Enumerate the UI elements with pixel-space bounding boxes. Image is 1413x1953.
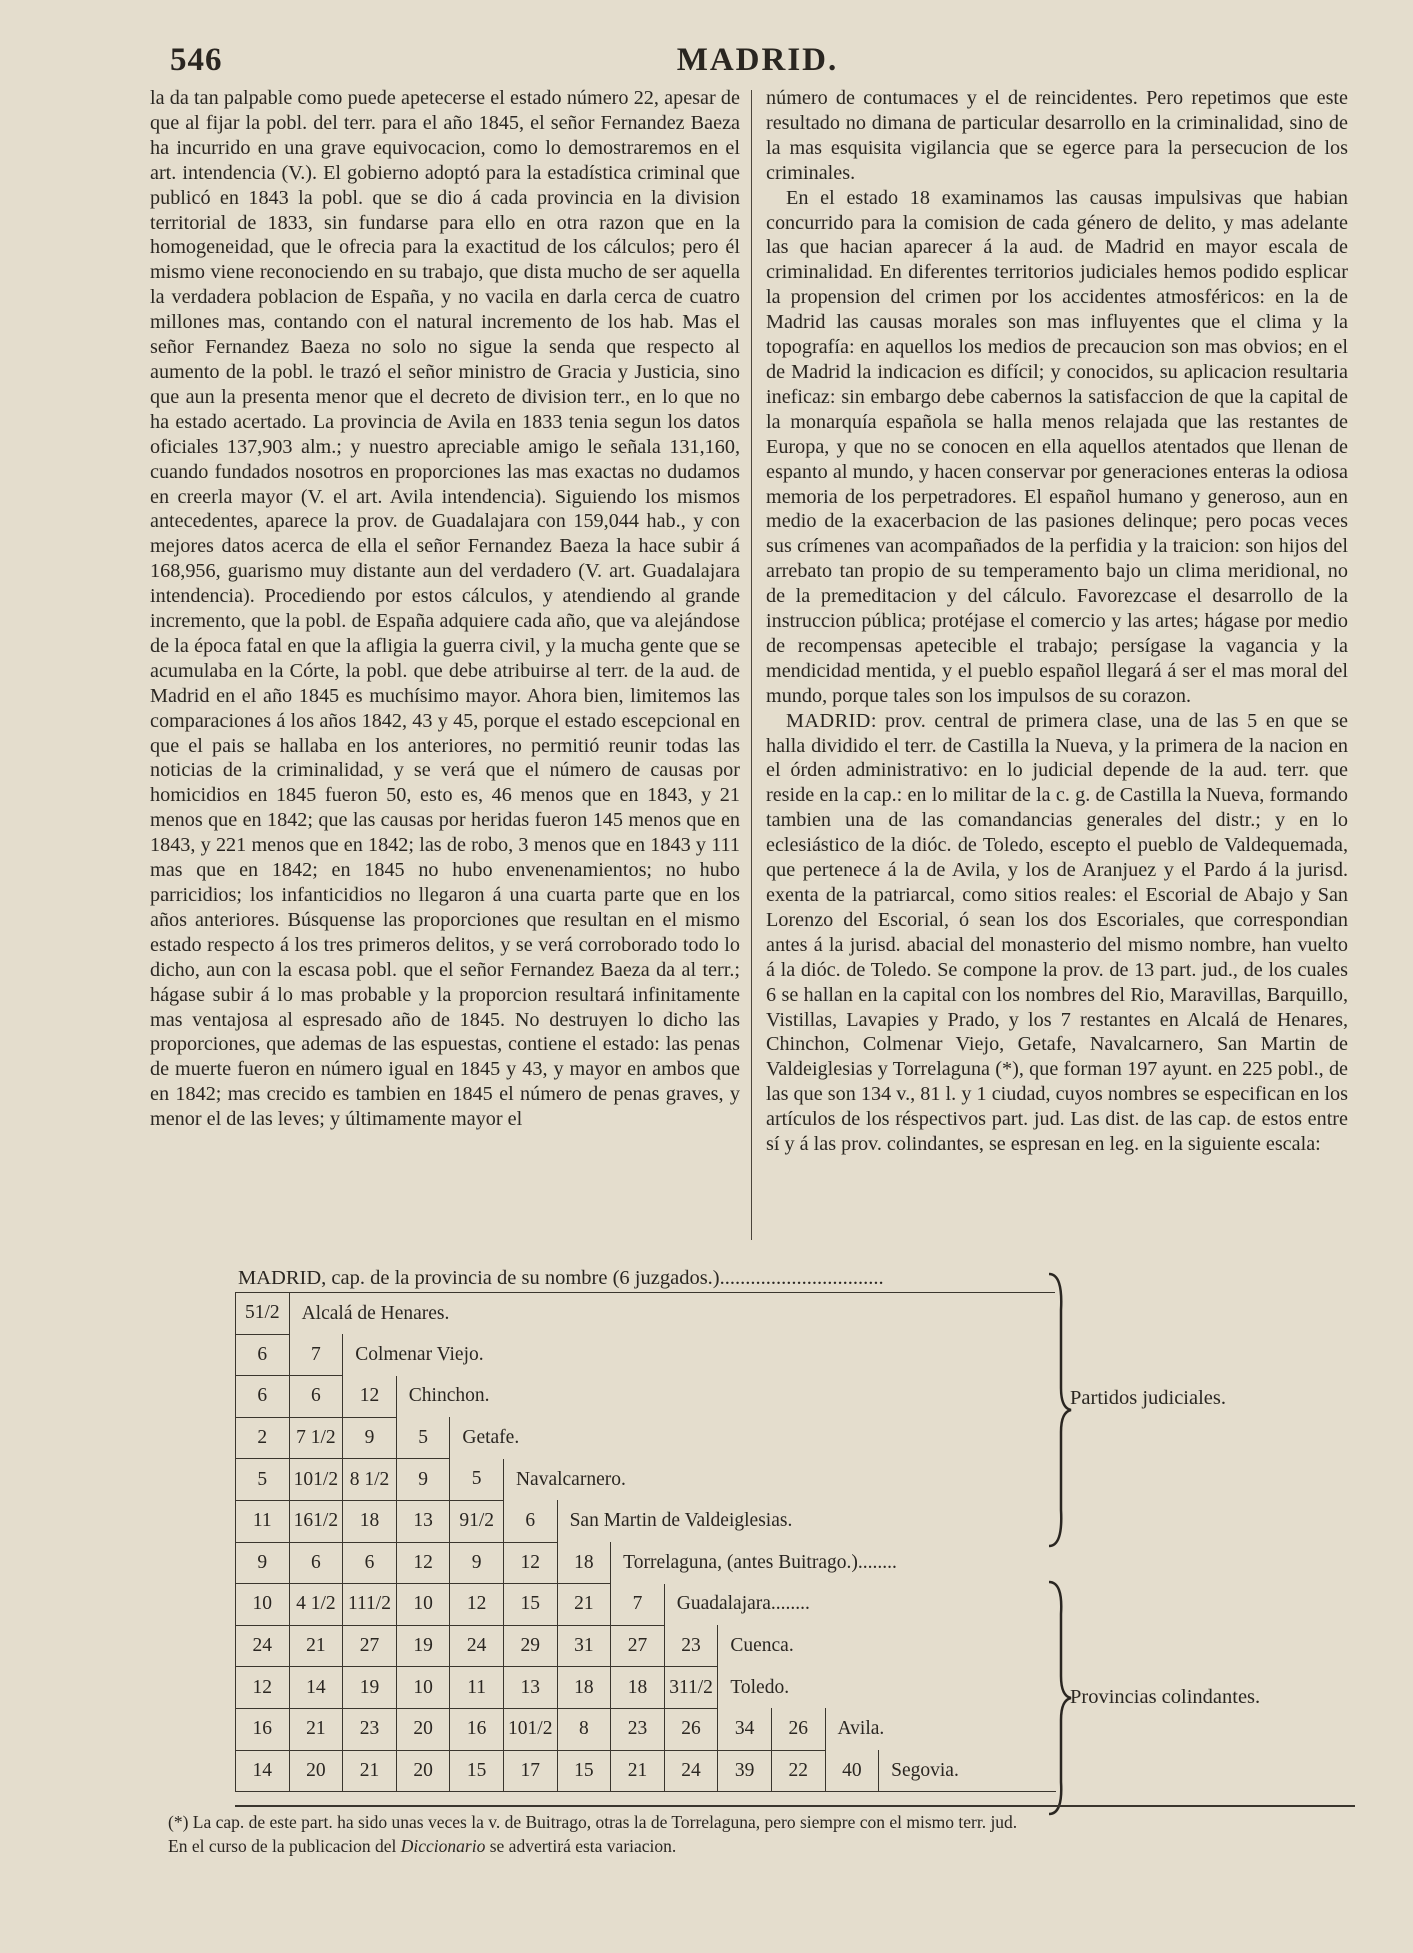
left-column xyxy=(150,86,740,1132)
table-row xyxy=(236,1459,1056,1501)
table-row xyxy=(236,1625,1056,1667)
table-row xyxy=(236,1376,1056,1418)
distance-cell: 24 xyxy=(664,1750,718,1792)
judicial-label: Partidos judiciales. xyxy=(1070,1387,1227,1409)
bottom-rule xyxy=(235,1805,1355,1807)
distance-cell: 18 xyxy=(557,1667,611,1709)
distance-cell: 20 xyxy=(289,1750,343,1792)
distance-cell: 111/2 xyxy=(343,1584,397,1626)
distance-cell: 19 xyxy=(396,1625,450,1667)
distance-cell: 6 xyxy=(503,1500,557,1542)
distance-cell: 11 xyxy=(236,1500,290,1542)
distance-cell: 23 xyxy=(611,1708,665,1750)
table-row xyxy=(236,1750,1056,1792)
footnote xyxy=(168,1810,1348,1858)
distance-cell: 13 xyxy=(503,1667,557,1709)
madrid-description: : prov. central de primera clase, una de las 5 en que se halla dividido el terr. de Castilla la Nueva, y la primera de la nacion en el órden administrativo: en lo judicial depende de la aud. terr. que reside en la cap.: en lo militar de la c. g. de Castilla la Nueva, formando tambien una de las comandancias generales del distr.; y en lo eclesiástico de la dióc. de Toledo, escepto el pueblo de Valdequemada, que pertenece á la de Avila, y los de Aranjuez y el Pardo á la jurisd. exenta de la patriarcal, como sitios reales: el Escorial de Abajo y San Lorenzo del Escorial, ó sean los dos Escoriales, que correspondian antes á la jurisd. abacial del monasterio del mismo nombre, han vuelto á la dióc. de Toledo. Se compone la prov. de 13 part. jud., de los cuales 6 se hallan en la capital con los nombres del Rio, Maravillas, Barquillo, Vistillas, Lavapies y Prado, y los 7 restantes en Alcalá de Henares, Chinchon, Colmenar Viejo, Getafe, Navalcarnero, San Martin de Valdeiglesias y Torrelaguna (*), que forman 197 ayunt. en 225 pobl., de las que son 134 v., 81 l. y 1 ciudad, cuyos nombres se especifican en los artículos de los réspectivos part. jud. Las dist. de las cap. de estos entre sí y á las prov. colindantes, se espresan en leg. en la siguiente escala: xyxy=(766,709,1348,1156)
distance-cell: 7 xyxy=(611,1584,665,1626)
table-row xyxy=(236,1667,1056,1709)
table-row xyxy=(236,1417,1056,1459)
place-name: Toledo. xyxy=(718,1667,1056,1709)
distance-cell: 8 xyxy=(557,1708,611,1750)
distance-cell: 26 xyxy=(664,1708,718,1750)
distance-cell: 7 1/2 xyxy=(289,1417,343,1459)
distance-cell: 18 xyxy=(343,1500,397,1542)
distance-cell: 12 xyxy=(396,1542,450,1584)
distance-cell: 161/2 xyxy=(289,1500,343,1542)
distance-cell: 23 xyxy=(343,1708,397,1750)
footnote-line-1: (*) La cap. de este part. ha sido unas veces la v. de Buitrago, otras la de Torrelaguna, pero siempre con el mismo terr. jud. xyxy=(168,1812,1018,1832)
right-paragraph-2: En el estado 18 examinamos las causas impulsivas que habian concurrido para la comision de cada género de delito, y mas adelante las que hacian aparecer á la aud. de Madrid en mayor escala de criminalidad. En diferentes territorios judiciales hemos podido esplicar la propension del crimen por los accidentes atmosféricos: en la de Madrid las causas morales son mas influyentes que el clima y la topografía: en aquellos los medios de precaucion son mas obvios; en el de Madrid la indicacion es difícil; y conocidos, su aplicacion resultaria ineficaz: sin embargo debe cabernos la satisfaccion de que la capital de la monarquía española se halla menos relajada que las restantes de Europa, y que no se conocen en ella aquellos atentados que llenan de espanto al mundo, y hacen conservar por generaciones enteras la odiosa memoria de los perpetradores. El español humano y generoso, aun en medio de la exacerbacion de las pasiones delinque; pero pocas veces sus crímenes van acompañados de la perfidia y la traicion: son hijos del arrebato tan propio de su temperamento bajo un clima meridional, no de la premeditacion y del cálculo. Favorezcase el desarrollo de la instruccion pública; protéjase el comercio y las artes; hágase por medio de recompensas apetecible el trabajo; persígase la vagancia y la mendicidad mentida, y el pueblo español llegará á ser el mas moral del mundo, porque tales son los impulsos de su corazon. xyxy=(766,186,1348,707)
distance-cell: 15 xyxy=(503,1584,557,1626)
distance-table-caption: MADRID, cap. de la provincia de su nombre (6 juzgados.)................................ xyxy=(238,1267,884,1289)
table-row xyxy=(236,1584,1056,1626)
distance-cell: 12 xyxy=(450,1584,504,1626)
distance-cell: 16 xyxy=(236,1708,290,1750)
distance-cell: 101/2 xyxy=(503,1708,557,1750)
distance-cell: 9 xyxy=(450,1542,504,1584)
distance-table xyxy=(235,1293,1056,1792)
distance-cell: 16 xyxy=(450,1708,504,1750)
table-row xyxy=(236,1708,1056,1750)
distance-cell: 23 xyxy=(664,1625,718,1667)
distance-cell: 14 xyxy=(289,1667,343,1709)
table-row xyxy=(236,1334,1056,1376)
distance-cell: 18 xyxy=(557,1542,611,1584)
distance-cell: 6 xyxy=(236,1376,290,1418)
table-row xyxy=(236,1542,1056,1584)
place-name: Chinchon. xyxy=(396,1376,1055,1418)
distance-cell: 15 xyxy=(450,1750,504,1792)
distance-cell: 8 1/2 xyxy=(343,1459,397,1501)
distance-cell: 17 xyxy=(503,1750,557,1792)
distance-cell: 27 xyxy=(343,1625,397,1667)
distance-cell: 15 xyxy=(557,1750,611,1792)
distance-cell: 91/2 xyxy=(450,1500,504,1542)
distance-cell: 6 xyxy=(289,1376,343,1418)
distance-cell: 13 xyxy=(396,1500,450,1542)
judicial-brace xyxy=(1045,1270,1075,1550)
distance-cell: 51/2 xyxy=(236,1293,290,1334)
place-name: Colmenar Viejo. xyxy=(343,1334,1056,1376)
distance-cell: 10 xyxy=(236,1584,290,1626)
distance-cell: 5 xyxy=(450,1459,504,1501)
column-divider xyxy=(751,90,752,1240)
distance-cell: 311/2 xyxy=(664,1667,718,1709)
table-row xyxy=(236,1500,1056,1542)
place-name: Navalcarnero. xyxy=(503,1459,1055,1501)
distance-cell: 9 xyxy=(343,1417,397,1459)
place-name: Segovia. xyxy=(879,1750,1056,1792)
distance-cell: 31 xyxy=(557,1625,611,1667)
distance-cell: 2 xyxy=(236,1417,290,1459)
distance-cell: 6 xyxy=(343,1542,397,1584)
distance-cell: 21 xyxy=(289,1708,343,1750)
distance-cell: 18 xyxy=(611,1667,665,1709)
distance-cell: 11 xyxy=(450,1667,504,1709)
distance-cell: 5 xyxy=(396,1417,450,1459)
distance-cell: 9 xyxy=(396,1459,450,1501)
footnote-line-2 xyxy=(168,1834,1348,1858)
place-name: Getafe. xyxy=(450,1417,1056,1459)
distance-cell: 5 xyxy=(236,1459,290,1501)
place-name: San Martin de Valdeiglesias. xyxy=(557,1500,1056,1542)
provinces-label: Provincias colindantes. xyxy=(1070,1686,1261,1708)
page-header xyxy=(170,42,1345,90)
distance-cell: 20 xyxy=(396,1750,450,1792)
distance-cell: 27 xyxy=(611,1625,665,1667)
distance-cell: 24 xyxy=(450,1625,504,1667)
madrid-lead: MADRID xyxy=(786,709,871,732)
distance-cell: 12 xyxy=(503,1542,557,1584)
running-title: MADRID. xyxy=(676,42,839,78)
distance-cell: 10 xyxy=(396,1584,450,1626)
distance-cell: 6 xyxy=(236,1334,290,1376)
distance-cell: 101/2 xyxy=(289,1459,343,1501)
table-row xyxy=(236,1293,1056,1334)
distance-cell: 21 xyxy=(611,1750,665,1792)
right-paragraph-3 xyxy=(766,709,1348,1157)
place-name: Guadalajara........ xyxy=(664,1584,1055,1626)
distance-cell: 21 xyxy=(343,1750,397,1792)
distance-cell: 40 xyxy=(825,1750,879,1792)
distance-cell: 39 xyxy=(718,1750,772,1792)
footnote-italic-title: Diccionario xyxy=(400,1836,486,1856)
left-paragraph: la da tan palpable como puede apetecerse el estado número 22, apesar de que al fijar la pobl. del terr. para el año 1845, el señor Fernandez Baeza ha incurrido en una grave equivocacion, como lo demostraremos en el art. intendencia (V.). El gobierno adoptó para la estadística criminal que publicó en 1843 la pobl. que se dio á cada provincia en la division territorial de 1833, sin fundarse para ello en otra razon que en la homogeneidad, que le ofrecia para la exactitud de los cálculos; pero él mismo viene reconociendo en su trabajo, que dista mucho de ser aquella la verdadera poblacion de España, y no vacila en darla cerca de cuatro millones mas, contando con el natural incremento de los hab. Mas el señor Fernandez Baeza no solo no sigue la senda que respecto al aumento de la pobl. le trazó el señor ministro de Gracia y Justicia, sino que aun la presenta menor que el decreto de division terr., en lo que no ha estado acertado. La provincia de Avila en 1833 tenia segun los datos oficiales 137,903 alm.; y nuestro apreciable amigo le señala 131,160, cuando fundados nosotros en proporciones las mas exactas no dudamos en creerla mayor (V. el art. Avila intendencia). Siguiendo los mismos antecedentes, aparece la prov. de Guadalajara con 159,044 hab., y con mejores datos acerca de ella el señor Fernandez Baeza la hace subir á 168,956, guarismo muy distante aun del verdadero (V. art. Guadalajara intendencia). Procediendo por estos cálculos, y atendiendo al grande incremento, que la pobl. de España adquiere cada año, que va alejándose de la época fatal en que la afligia la guerra civil, y la mucha gente que se acumulaba en la Córte, la pobl. que debe atribuirse al terr. de la aud. de Madrid en el año 1845 es muchísimo mayor. Ahora bien, limitemos las comparaciones á los años 1842, 43 y 45, porque el estado escepcional en que el pais se hallaba en los anteriores, no permitió reunir todas las noticias de la criminalidad, y se verá que el número de causas por homicidios en 1845 fueron 50, esto es, 46 menos que en 1843, y 21 menos que en 1842; que las causas por heridas fueron 145 menos que en 1843, y 221 menos que en 1842; las de robo, 3 menos que en 1843 y 111 mas que en 1842; en 1845 no hubo envenenamientos; no hubo parricidios; los infanticidios no llegaron á una cuarta parte que en los años anteriores. Búsquense las proporciones que resultan en el mismo estado respecto á los tres primeros delitos, y se verá corroborado todo lo dicho, aun con la escasa pobl. que el señor Fernandez Baeza da al terr.; hágase subir á lo mas probable y la proporcion resultará infinitamente mas ventajosa al espresado año de 1845. No destruyen lo dicho las proporciones, que ademas de las espuestas, contiene el estado: las penas de muerte fueron en número igual en 1845 y 43, y mayor en ambos que en 1842; mas crecido es tambien en 1845 el número de penas graves, y menor el de las leves; y últimamente mayor el xyxy=(150,87,740,1131)
place-name: Alcalá de Henares. xyxy=(289,1293,1056,1334)
distance-cell: 29 xyxy=(503,1625,557,1667)
distance-cell: 12 xyxy=(343,1376,397,1418)
distance-cell: 26 xyxy=(771,1708,825,1750)
distance-cell: 24 xyxy=(236,1625,290,1667)
place-name: Cuenca. xyxy=(718,1625,1056,1667)
distance-cell: 6 xyxy=(289,1542,343,1584)
distance-cell: 22 xyxy=(771,1750,825,1792)
distance-cell: 7 xyxy=(289,1334,343,1376)
footnote-text-end: se advertirá esta variacion. xyxy=(485,1836,677,1856)
place-name: Avila. xyxy=(825,1708,1056,1750)
distance-cell: 19 xyxy=(343,1667,397,1709)
distance-cell: 12 xyxy=(236,1667,290,1709)
distance-cell: 20 xyxy=(396,1708,450,1750)
distance-cell: 21 xyxy=(289,1625,343,1667)
place-name: Torrelaguna, (antes Buitrago.)........ xyxy=(611,1542,1056,1584)
distance-cell: 34 xyxy=(718,1708,772,1750)
right-column xyxy=(766,86,1348,1157)
right-paragraph-1: número de contumaces y el de reincidentes. Pero repetimos que este resultado no dimana de particular desarrollo en la criminalidad, sino de la mas esquisita vigilancia que se egerce para la persecucion de los criminales. xyxy=(766,87,1348,184)
page-number: 546 xyxy=(170,42,223,78)
distance-cell: 9 xyxy=(236,1542,290,1584)
distance-cell: 21 xyxy=(557,1584,611,1626)
distance-cell: 14 xyxy=(236,1750,290,1792)
footnote-text: En el curso de la publicacion del xyxy=(168,1836,401,1856)
distance-cell: 10 xyxy=(396,1667,450,1709)
distance-cell: 4 1/2 xyxy=(289,1584,343,1626)
